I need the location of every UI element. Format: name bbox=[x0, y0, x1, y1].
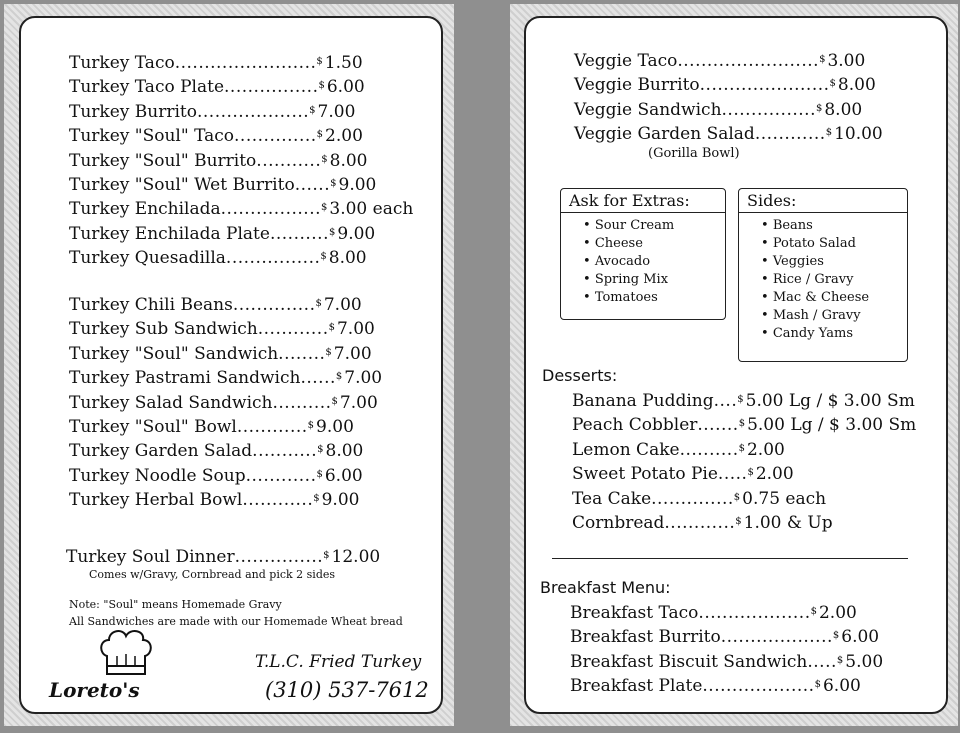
extras-box bbox=[560, 188, 726, 320]
leader-dots: ...................... bbox=[699, 75, 830, 96]
leader-dots: ............ bbox=[257, 319, 329, 340]
menu-item-row bbox=[69, 76, 365, 98]
list-item: • Rice / Gravy bbox=[761, 271, 907, 289]
list-item: • Cheese bbox=[583, 235, 725, 253]
menu-item-price: 7.00 bbox=[336, 319, 375, 340]
leader-dots: ................... bbox=[702, 676, 815, 697]
menu-item-name: Turkey Chili Beans bbox=[69, 295, 233, 315]
currency-symbol: $ bbox=[316, 56, 323, 67]
leader-dots: .............. bbox=[232, 295, 316, 315]
menu-item-name: Turkey Quesadilla bbox=[69, 248, 226, 269]
phone-number: (310) 537-7612 bbox=[265, 678, 429, 702]
currency-symbol: $ bbox=[330, 178, 337, 189]
leader-dots: ........... bbox=[256, 150, 322, 171]
menu-item-name: Peach Cobbler bbox=[572, 415, 698, 436]
menu-item-price: 7.00 bbox=[333, 343, 372, 364]
menu-item-name: Turkey Garden Salad bbox=[69, 441, 253, 462]
menu-item-price: 2.00 bbox=[818, 603, 857, 623]
menu-item-name: Veggie Burrito bbox=[574, 75, 700, 96]
desserts-heading: Desserts: bbox=[542, 366, 618, 385]
currency-symbol: $ bbox=[317, 444, 324, 456]
menu-item-price: 8.00 bbox=[824, 99, 863, 120]
leader-dots: ............ bbox=[236, 417, 308, 437]
currency-symbol: $ bbox=[309, 104, 316, 116]
menu-item-price: 9.00 bbox=[338, 175, 377, 195]
currency-symbol: $ bbox=[316, 468, 323, 480]
menu-item-name: Turkey "Soul" Bowl bbox=[69, 417, 237, 437]
leader-dots: ............ bbox=[754, 124, 826, 145]
menu-item-row bbox=[69, 367, 382, 389]
left-menu-page bbox=[4, 4, 454, 726]
menu-item-price: 2.00 bbox=[746, 439, 785, 460]
menu-item-price: 9.00 bbox=[316, 417, 354, 437]
list-item: • Potato Salad bbox=[761, 235, 907, 253]
gorilla-bowl-note: (Gorilla Bowl) bbox=[648, 146, 740, 161]
menu-item-name: Turkey Salad Sandwich bbox=[69, 392, 273, 413]
currency-symbol: $ bbox=[328, 322, 335, 334]
menu-item-row bbox=[570, 626, 879, 648]
menu-item-price: 3.00 bbox=[827, 51, 866, 71]
leader-dots: ............ bbox=[245, 465, 317, 486]
menu-item-price: 12.00 bbox=[331, 547, 381, 567]
menu-item-price: 8.00 bbox=[837, 75, 876, 96]
currency-symbol: $ bbox=[733, 491, 741, 503]
leader-dots: ................. bbox=[220, 199, 322, 220]
menu-item-row bbox=[574, 123, 883, 145]
menu-item-name: Turkey "Soul" Burrito bbox=[69, 150, 257, 171]
leader-dots: .......... bbox=[269, 223, 329, 244]
menu-item-price: 2.00 bbox=[325, 126, 363, 147]
menu-item-row bbox=[570, 602, 857, 624]
menu-item-name: Turkey Burrito bbox=[69, 101, 197, 122]
menu-item-row bbox=[69, 343, 372, 365]
leader-dots: ................... bbox=[196, 101, 310, 122]
leader-dots: ...... bbox=[300, 368, 336, 389]
menu-item-price: 7.00 bbox=[339, 392, 378, 413]
menu-item-name: Sweet Potato Pie bbox=[572, 464, 718, 485]
currency-symbol: $ bbox=[321, 153, 328, 165]
currency-symbol: $ bbox=[814, 679, 821, 691]
leader-dots: ........................ bbox=[677, 51, 820, 71]
leader-dots: ................... bbox=[720, 627, 833, 648]
menu-item-price: 9.00 bbox=[321, 490, 360, 511]
menu-item-row bbox=[570, 675, 861, 697]
menu-item-name: Turkey Sub Sandwich bbox=[69, 319, 258, 340]
menu-item-name: Veggie Garden Salad bbox=[574, 124, 755, 145]
leader-dots: .............. bbox=[234, 126, 317, 147]
menu-item-name: Tea Cake bbox=[572, 488, 652, 509]
extras-list bbox=[561, 217, 725, 307]
menu-item-name: Turkey Enchilada Plate bbox=[69, 223, 270, 244]
menu-item-row bbox=[69, 223, 375, 245]
chef-hat-icon bbox=[97, 626, 155, 678]
leader-dots: ..... bbox=[807, 651, 837, 672]
currency-symbol: $ bbox=[738, 442, 745, 454]
menu-item-name: Breakfast Biscuit Sandwich bbox=[570, 651, 808, 672]
leader-dots: .... bbox=[713, 391, 738, 411]
list-item: • Avocado bbox=[583, 253, 725, 271]
leader-dots: ................ bbox=[224, 77, 319, 98]
list-item: • Beans bbox=[761, 217, 907, 235]
sandwich-note: All Sandwiches are made with our Homemade Wheat bread bbox=[69, 615, 403, 628]
turkey-soul-dinner-row: Turkey Soul Dinner...............$ 12.00 bbox=[66, 547, 381, 567]
list-item: • Candy Yams bbox=[761, 325, 907, 343]
menu-item-row bbox=[69, 392, 378, 414]
currency-symbol: $ bbox=[307, 420, 315, 431]
menu-item-name: Breakfast Burrito bbox=[570, 627, 721, 648]
currency-symbol: $ bbox=[738, 418, 746, 430]
leader-dots: .............. bbox=[651, 488, 734, 509]
menu-item-name: Banana Pudding bbox=[572, 391, 714, 411]
leader-dots: .......... bbox=[679, 439, 739, 460]
currency-symbol: $ bbox=[737, 394, 744, 405]
menu-item-row bbox=[69, 416, 354, 438]
menu-item-name: Turkey Enchilada bbox=[69, 199, 221, 220]
list-item: • Tomatoes bbox=[583, 289, 725, 307]
leader-dots: ................... bbox=[698, 603, 811, 623]
left-menu-panel bbox=[19, 16, 443, 714]
brand-logo: Loreto's bbox=[49, 678, 140, 702]
menu-item-price: 7.00 bbox=[323, 295, 362, 315]
menu-item-name: Turkey "Soul" Taco bbox=[69, 126, 235, 147]
menu-item-name: Veggie Sandwich bbox=[574, 99, 722, 120]
list-item: • Mac & Cheese bbox=[761, 289, 907, 307]
menu-item-price: 6.00 bbox=[822, 676, 861, 697]
menu-item-name: Turkey Soul Dinner bbox=[66, 547, 235, 567]
menu-item-name: Turkey "Soul" Sandwich bbox=[69, 343, 279, 364]
menu-item-row bbox=[69, 247, 367, 269]
menu-item-row bbox=[69, 318, 375, 340]
leader-dots: .......... bbox=[272, 392, 332, 413]
menu-item-name: Turkey "Soul" Wet Burrito bbox=[69, 175, 295, 195]
menu-item-row bbox=[69, 489, 359, 511]
menu-item-price: 6.00 bbox=[326, 77, 365, 98]
menu-item-price: 6.00 bbox=[324, 465, 363, 486]
menu-item-name: Cornbread bbox=[572, 513, 665, 533]
menu-item-row bbox=[69, 174, 376, 196]
menu-item-price: 5.00 Lg / $ 3.00 Sm bbox=[745, 391, 915, 411]
section-divider bbox=[552, 558, 908, 559]
list-item: • Sour Cream bbox=[583, 217, 725, 235]
menu-item-price: 7.00 bbox=[344, 368, 383, 389]
menu-item-name: Turkey Herbal Bowl bbox=[69, 490, 243, 511]
currency-symbol: $ bbox=[735, 516, 742, 527]
menu-item-name: Turkey Taco bbox=[69, 53, 175, 73]
sides-list bbox=[739, 217, 907, 343]
menu-item-price: 6.00 bbox=[841, 627, 880, 648]
leader-dots: ................ bbox=[225, 248, 321, 269]
menu-item-price: 8.00 bbox=[329, 150, 368, 171]
leader-dots: ........................ bbox=[174, 53, 317, 73]
currency-symbol: $ bbox=[815, 102, 823, 114]
soul-note: Note: "Soul" means Homemade Gravy bbox=[69, 598, 282, 611]
menu-item-row bbox=[69, 294, 362, 316]
menu-item-price: 5.00 bbox=[845, 651, 884, 672]
menu-item-name: Lemon Cake bbox=[572, 439, 680, 460]
sides-title: Sides: bbox=[739, 189, 907, 213]
menu-item-name: Turkey Noodle Soup bbox=[69, 465, 246, 486]
menu-item-name: Veggie Taco bbox=[574, 51, 678, 71]
menu-item-row bbox=[69, 150, 367, 172]
currency-symbol: $ bbox=[315, 298, 322, 309]
menu-item-name: Breakfast Plate bbox=[570, 676, 703, 697]
currency-symbol: $ bbox=[836, 654, 844, 666]
tagline: T.L.C. Fried Turkey bbox=[255, 652, 422, 672]
list-item: • Veggies bbox=[761, 253, 907, 271]
leader-dots: ........ bbox=[278, 343, 326, 364]
currency-symbol: $ bbox=[321, 202, 328, 214]
leader-dots: ...... bbox=[294, 175, 331, 195]
menu-item-row bbox=[69, 465, 363, 487]
currency-symbol: $ bbox=[331, 395, 338, 407]
sides-box bbox=[738, 188, 908, 362]
menu-item-row bbox=[69, 101, 355, 123]
menu-item-row bbox=[570, 651, 883, 673]
menu-item-price: 1.50 bbox=[324, 53, 363, 73]
currency-symbol: $ bbox=[318, 80, 325, 92]
currency-symbol: $ bbox=[316, 129, 324, 141]
menu-item-price: 0.75 each bbox=[742, 488, 827, 509]
leader-dots: ............ bbox=[664, 513, 736, 533]
menu-item-row bbox=[572, 390, 915, 412]
currency-symbol: $ bbox=[810, 606, 817, 617]
menu-item-name: Turkey Pastrami Sandwich bbox=[69, 368, 301, 389]
menu-item-price: 5.00 Lg / $ 3.00 Sm bbox=[747, 415, 917, 436]
right-menu-page bbox=[510, 4, 958, 726]
menu-item-price: 9.00 bbox=[337, 223, 376, 244]
leader-dots: ............ bbox=[242, 490, 314, 511]
menu-item-row bbox=[69, 125, 363, 147]
menu-item-row bbox=[69, 198, 413, 220]
breakfast-heading: Breakfast Menu: bbox=[540, 578, 671, 597]
menu-item-row bbox=[574, 74, 876, 96]
currency-symbol: $ bbox=[320, 251, 327, 263]
menu-item-price: 3.00 each bbox=[329, 199, 414, 220]
currency-symbol: $ bbox=[832, 630, 840, 642]
menu-item-row bbox=[574, 50, 865, 72]
leader-dots: ....... bbox=[697, 415, 739, 436]
leader-dots: ........... bbox=[252, 441, 318, 462]
menu-item-price: 2.00 bbox=[755, 464, 794, 485]
menu-item-row bbox=[572, 463, 794, 485]
menu-item-price: 1.00 & Up bbox=[743, 513, 833, 533]
menu-item-name: Breakfast Taco bbox=[570, 603, 699, 623]
currency-symbol: $ bbox=[335, 371, 343, 383]
currency-symbol: $ bbox=[825, 127, 833, 139]
currency-symbol: $ bbox=[819, 54, 826, 65]
menu-item-row bbox=[572, 488, 826, 510]
right-menu-panel bbox=[524, 16, 948, 714]
list-item: • Spring Mix bbox=[583, 271, 725, 289]
menu-item-row bbox=[69, 52, 363, 74]
menu-item-row bbox=[574, 99, 862, 121]
menu-item-row bbox=[572, 512, 833, 534]
menu-item-row bbox=[572, 439, 785, 461]
currency-symbol: $ bbox=[747, 467, 754, 479]
currency-symbol: $ bbox=[325, 346, 332, 358]
leader-dots: ..... bbox=[717, 464, 748, 485]
leader-dots: ................ bbox=[721, 99, 816, 120]
menu-item-row bbox=[69, 440, 363, 462]
list-item: • Mash / Gravy bbox=[761, 307, 907, 325]
menu-item-row bbox=[572, 414, 916, 436]
dinner-note: Comes w/Gravy, Cornbread and pick 2 sides bbox=[89, 568, 336, 581]
menu-item-price: 8.00 bbox=[328, 248, 367, 269]
menu-item-name: Turkey Taco Plate bbox=[69, 77, 225, 98]
menu-item-price: 8.00 bbox=[325, 441, 364, 462]
extras-title: Ask for Extras: bbox=[561, 189, 725, 213]
currency-symbol: $ bbox=[829, 78, 836, 90]
currency-symbol: $ bbox=[329, 226, 336, 238]
currency-symbol: $ bbox=[313, 493, 320, 505]
menu-item-price: 7.00 bbox=[317, 101, 356, 122]
menu-item-price: 10.00 bbox=[834, 124, 883, 145]
